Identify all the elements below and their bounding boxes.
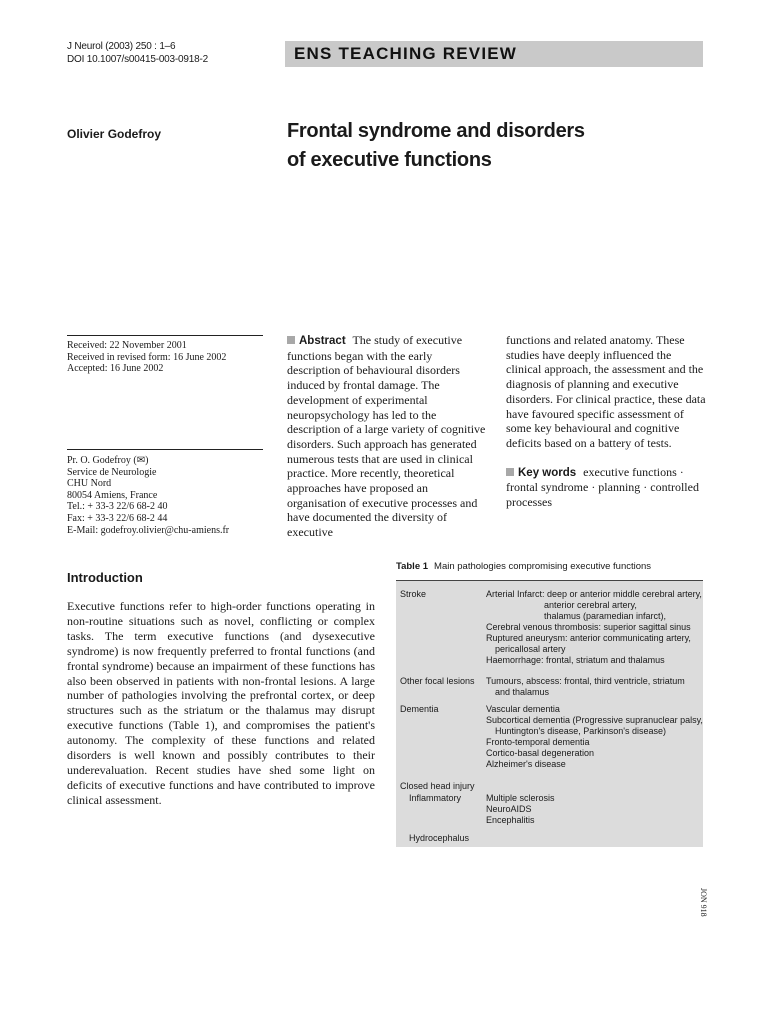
date-received: Received: 22 November 2001 (67, 340, 187, 351)
section-banner (285, 41, 703, 67)
table-line: Encephalitis (486, 815, 535, 825)
address-tel: Tel.: + 33-3 22/6 68-2 40 (67, 501, 168, 513)
dates-block (67, 340, 226, 375)
abstract-heading: Abstract (299, 335, 346, 347)
table-line: Alzheimer's disease (486, 759, 566, 769)
table-caption (396, 561, 651, 572)
table-line: Cortico-basal degeneration (486, 748, 595, 758)
table-cell-inflammatory: Inflammatory (409, 793, 462, 803)
table-caption-text: Main pathologies compromising executive functions (434, 561, 652, 572)
date-revised: Received in revised form: 16 June 2002 (67, 351, 227, 363)
abstract-column-2 (506, 333, 706, 510)
keywords-heading: Key words (518, 466, 577, 479)
abstract-text-1: The study of executive functions began with the early description of behavioural disorders induced by frontal damage. The development of experimental neuropsychology has led to the description of a large variety of cognitive disorders. Such approach has generated numerous tests that are used in clinical practice. More recently, theoretical approaches have proposed an organisation of executive processes and have documented the diversity of executive (287, 333, 486, 540)
table-cell-dementia: Dementia (400, 704, 439, 714)
citation-journal: J Neurol (2003) 250 : 1–6 (67, 41, 176, 52)
article-title (287, 117, 707, 175)
table-line: anterior cerebral artery, (544, 600, 637, 610)
introduction-body: Executive functions refer to high-order functions operating in non-routine situations such as novel, conflicting or complex tasks. The term executive functions (and dysexecutive syndrome) is now frequently preferred to frontal functions (and frontal syndrome) because an impairment of these functions has also been observed in patients with non-frontal lesions. A large number of pathologies involving the prefrontal cortex, or deep structures such as the striatum or the thalamus may disrupt executive functions (Table 1), and compromises the patient's autonomy. The complexity of these functions and related disorders is well known and possibly contributes to their underevaluation. Recent studies have shed some light on deficits of executive functions and have contributed to improve clinical assessment. (67, 599, 375, 807)
table-line: Ruptured aneurysm: anterior communicating artery, (486, 633, 691, 643)
address-city: 80054 Amiens, France (67, 489, 158, 501)
keywords-text: executive functions · frontal syndrome · planning · controlled processes (506, 464, 699, 510)
side-code: JON 918 (699, 888, 708, 917)
table-line: Arterial Infarct: deep or anterior middle cerebral artery, (486, 589, 702, 599)
square-bullet-icon (506, 468, 514, 476)
address-hospital: CHU Nord (67, 478, 112, 490)
table-line: pericallosal artery (495, 644, 566, 654)
abstract-text-2: functions and related anatomy. These studies have deeply influenced the clinical approach, the assessment and the diagnosis of planning and executive disorders. For clinical practice, these data have favoured specific assessment of some key behavioural and cognitive deficits based on a battery of tests. (506, 333, 706, 450)
address-email: E-Mail: godefroy.olivier@chu-amiens.fr (67, 524, 230, 536)
title-line-2: of executive functions (287, 149, 492, 171)
square-bullet-icon (287, 336, 295, 344)
table-cell-stroke: Stroke (400, 589, 427, 599)
table-line: Vascular dementia (486, 704, 560, 714)
table-cell-focal-detail (486, 676, 701, 698)
table-cell-focal: Other focal lesions (400, 676, 475, 686)
address-fax: Fax: + 33-3 22/6 68-2 44 (67, 512, 168, 524)
table-line: thalamus (paramedian infarct), (544, 611, 667, 621)
table-cell-hydrocephalus: Hydrocephalus (409, 833, 470, 843)
table-cell-inflammatory-detail (486, 793, 701, 826)
table-1 (396, 580, 703, 847)
table-line: Tumours, abscess: frontal, third ventricle, striatum (486, 676, 685, 686)
introduction-heading: Introduction (67, 570, 143, 585)
table-line: Haemorrhage: frontal, striatum and thalamus (486, 655, 665, 665)
divider (67, 449, 263, 450)
table-line: Fronto-temporal dementia (486, 737, 590, 747)
table-label: Table 1 (396, 561, 429, 572)
address-name: Pr. O. Godefroy (✉) (67, 455, 149, 466)
table-line: Subcortical dementia (Progressive supranuclear palsy, (486, 715, 703, 725)
banner-text: ENS TEACHING REVIEW (294, 44, 518, 63)
table-cell-stroke-detail (486, 589, 701, 666)
citation-doi: DOI 10.1007/s00415-003-0918-2 (67, 54, 208, 65)
title-line-1: Frontal syndrome and disorders (287, 120, 585, 142)
address-dept: Service de Neurologie (67, 466, 157, 478)
table-line: Multiple sclerosis (486, 793, 555, 803)
table-line: and thalamus (495, 687, 550, 697)
table-cell-head-injury: Closed head injury (400, 781, 475, 791)
abstract-column-1 (287, 333, 487, 540)
table-line: NeuroAIDS (486, 804, 532, 814)
divider (67, 335, 263, 336)
date-accepted: Accepted: 16 June 2002 (67, 363, 164, 375)
table-line: Cerebral venous thrombosis: superior sagittal sinus (486, 622, 691, 632)
address-block (67, 455, 229, 536)
table-cell-dementia-detail (486, 704, 701, 770)
author-name: Olivier Godefroy (67, 127, 162, 141)
keywords (506, 465, 706, 510)
citation (67, 40, 208, 66)
table-line: Huntington's disease, Parkinson's disease) (495, 726, 667, 736)
